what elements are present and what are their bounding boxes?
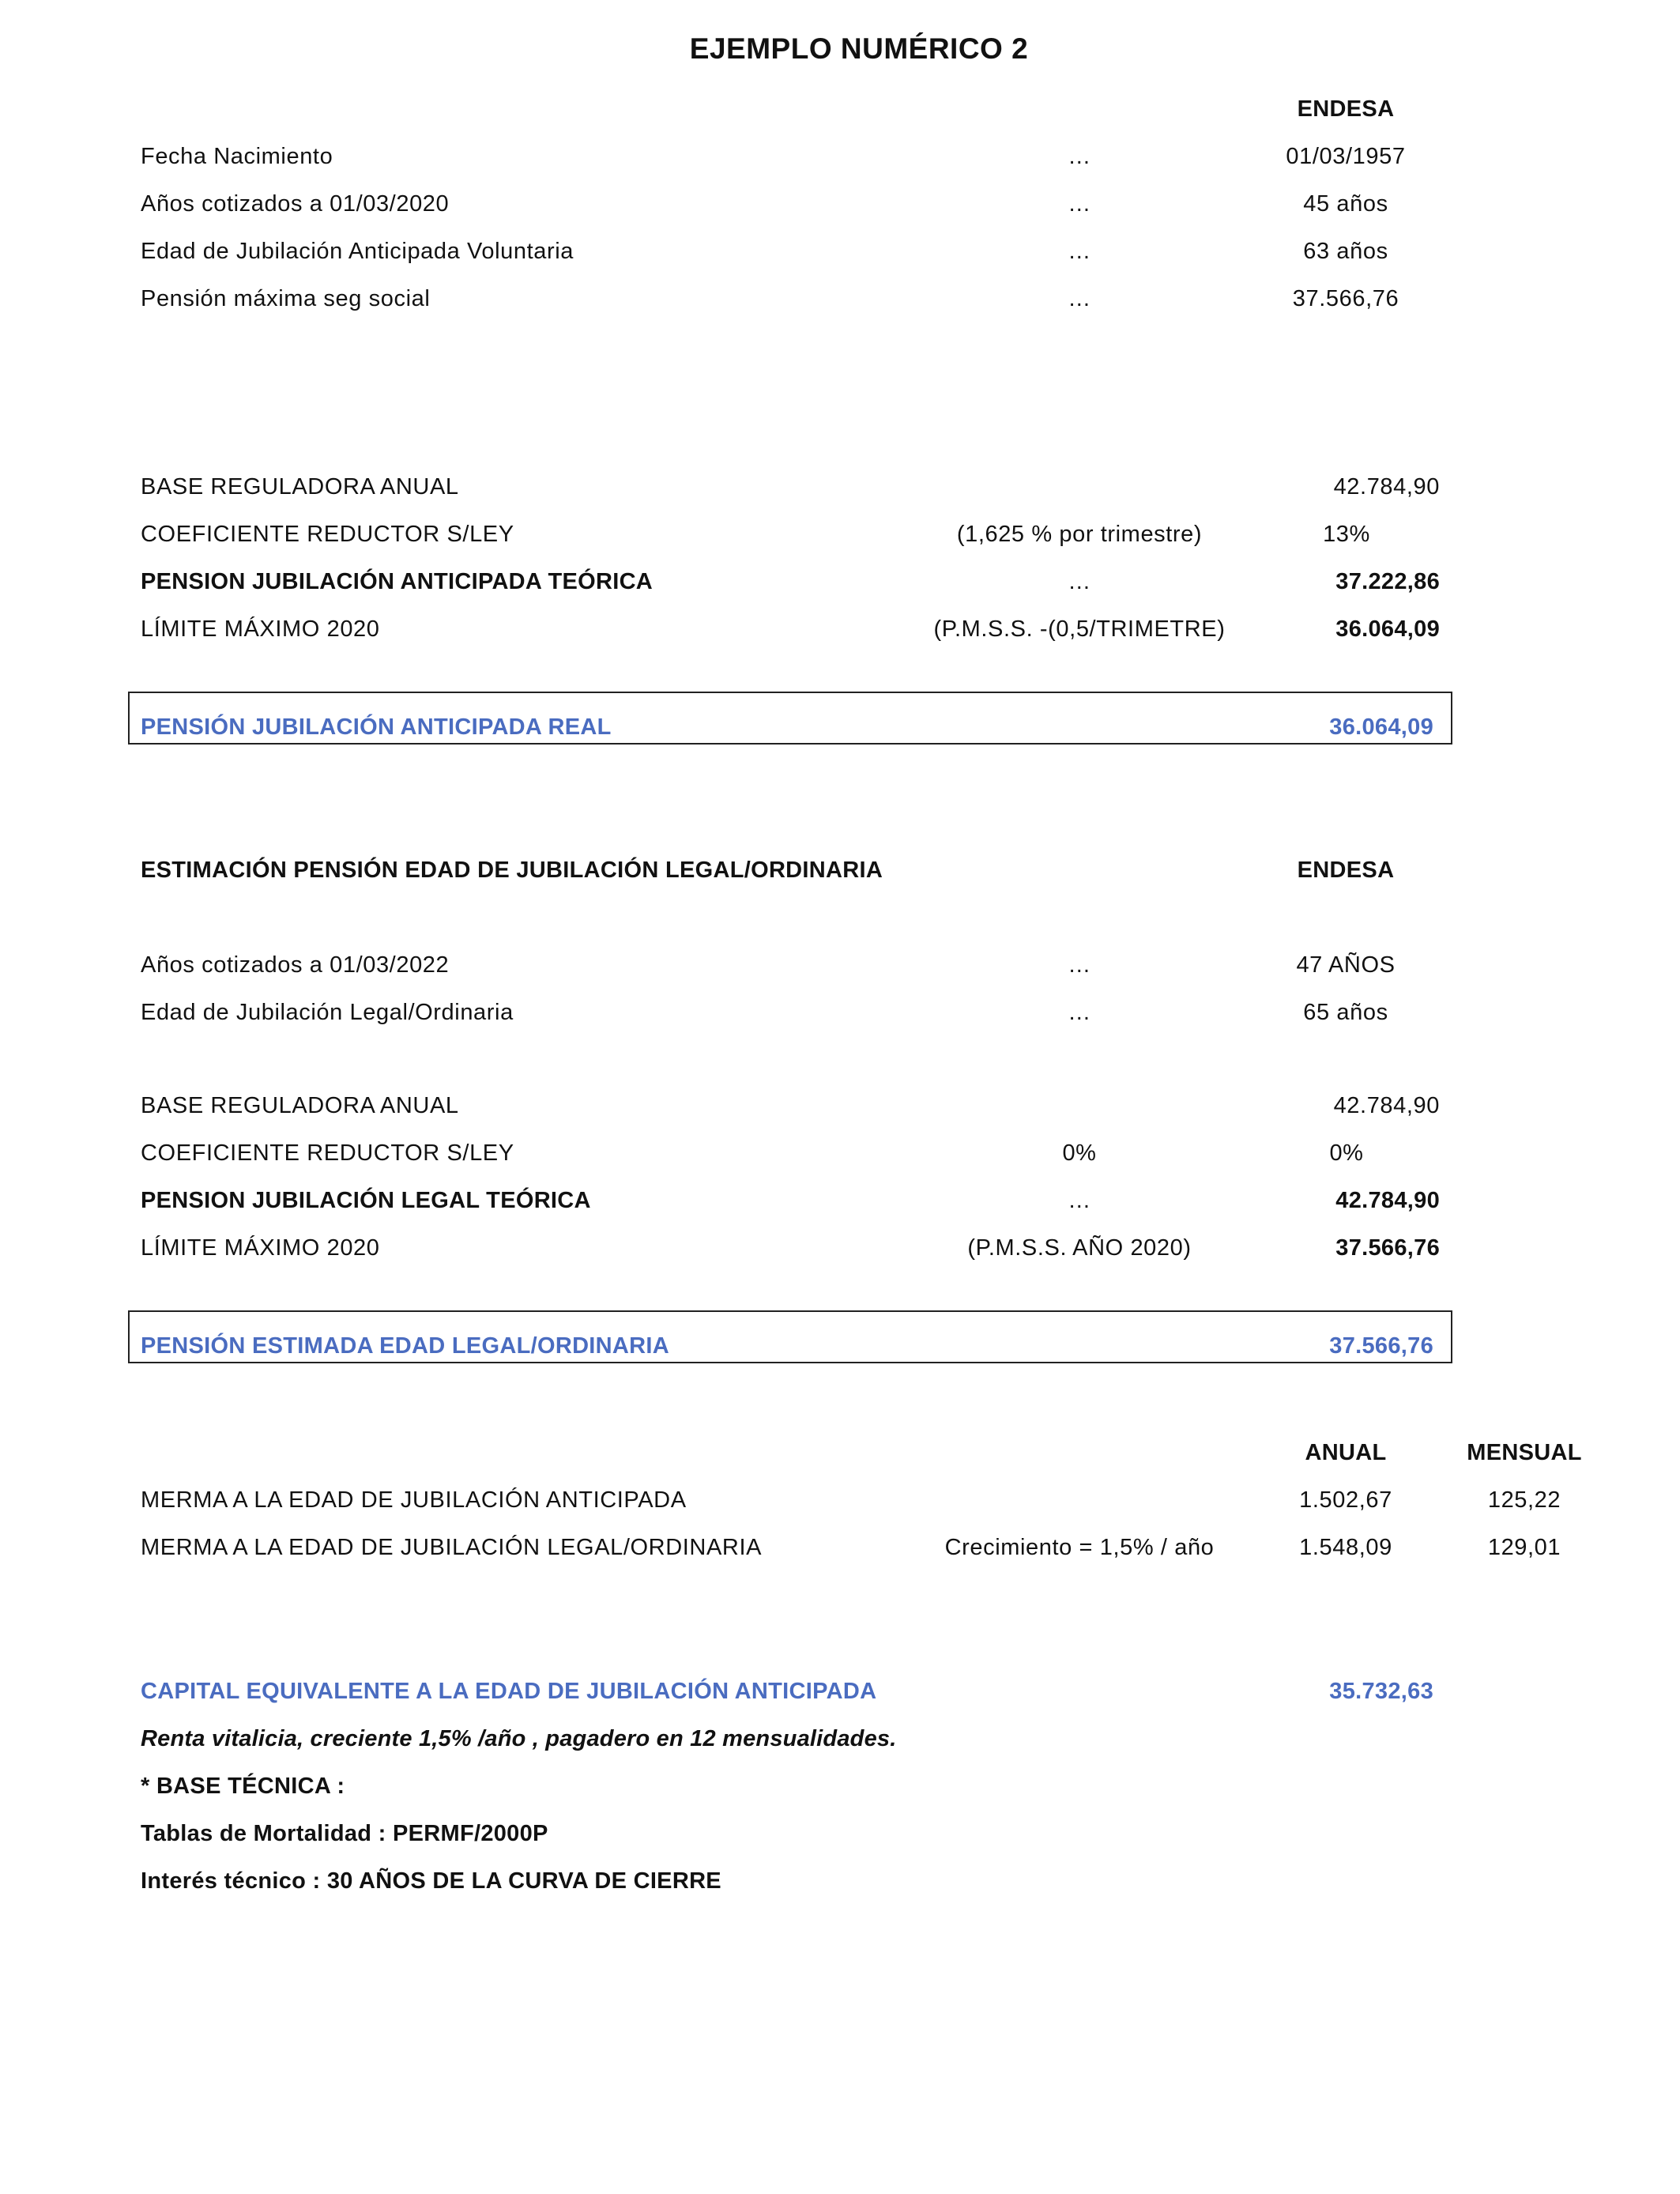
merma-legal-mensual: 129,01 (1487, 1535, 1561, 1560)
company-header-1: ENDESA (1297, 96, 1395, 122)
limite-maximo-2-value: 37.566,76 (1335, 1235, 1440, 1261)
limite-maximo-label: LÍMITE MÁXIMO 2020 (141, 616, 380, 642)
renta-vitalicia-note: Renta vitalicia, creciente 1,5% /año , pagadero en 12 mensualidades. (141, 1726, 897, 1751)
coeficiente-reductor-2-label: COEFICIENTE REDUCTOR S/LEY (141, 1140, 514, 1166)
coeficiente-reductor-2-note: 0% (1062, 1140, 1097, 1166)
birthdate-value: 01/03/1957 (1286, 144, 1406, 169)
early-retirement-age-value: 63 años (1303, 239, 1388, 264)
max-pension-label: Pensión máxima seg social (141, 286, 431, 311)
pension-teorica-ellipsis: … (1068, 569, 1091, 594)
pension-real-value: 36.064,09 (1329, 714, 1433, 740)
years-contributed-2022-label: Años cotizados a 01/03/2022 (141, 952, 450, 978)
capital-equivalente-value: 35.732,63 (1329, 1679, 1433, 1704)
base-reguladora-2-label: BASE REGULADORA ANUAL (141, 1093, 459, 1118)
merma-anticipada-mensual: 125,22 (1487, 1487, 1561, 1513)
pension-legal-teorica-ellipsis: … (1068, 1188, 1091, 1213)
max-pension-value: 37.566,76 (1292, 286, 1399, 311)
coeficiente-reductor-value: 13% (1323, 522, 1370, 547)
coeficiente-reductor-2-value: 0% (1329, 1140, 1364, 1166)
merma-legal-label: MERMA A LA EDAD DE JUBILACIÓN LEGAL/ORDINARIA (141, 1535, 763, 1560)
years-contributed-2022-ellipsis: … (1068, 952, 1091, 978)
pension-legal-estimada-label: PENSIÓN ESTIMADA EDAD LEGAL/ORDINARIA (141, 1333, 669, 1359)
company-header-2: ENDESA (1297, 858, 1395, 883)
pension-teorica-label: PENSION JUBILACIÓN ANTICIPADA TEÓRICA (141, 569, 654, 594)
years-contributed-ellipsis: … (1068, 191, 1091, 217)
tablas-mortalidad: Tablas de Mortalidad : PERMF/2000P (141, 1821, 548, 1846)
years-contributed-2022-value: 47 AÑOS (1296, 952, 1396, 978)
base-reguladora-2-value: 42.784,90 (1333, 1093, 1440, 1118)
merma-legal-growth-note: Crecimiento = 1,5% / año (944, 1535, 1215, 1560)
merma-anticipada-anual: 1.502,67 (1299, 1487, 1392, 1513)
pension-legal-estimada-value: 37.566,76 (1329, 1333, 1433, 1359)
base-reguladora-label: BASE REGULADORA ANUAL (141, 474, 459, 499)
limite-maximo-value: 36.064,09 (1335, 616, 1440, 642)
capital-equivalente-label: CAPITAL EQUIVALENTE A LA EDAD DE JUBILACIÓN ANTICIPADA (141, 1679, 877, 1704)
coeficiente-reductor-note: (1,625 % por trimestre) (956, 522, 1203, 547)
merma-legal-anual: 1.548,09 (1299, 1535, 1392, 1560)
legal-retirement-age-ellipsis: … (1068, 1000, 1091, 1025)
max-pension-ellipsis: … (1068, 286, 1091, 311)
early-retirement-age-label: Edad de Jubilación Anticipada Voluntaria (141, 239, 574, 264)
years-contributed-value: 45 años (1303, 191, 1388, 217)
column-header-anual: ANUAL (1305, 1440, 1387, 1465)
interes-tecnico: Interés técnico : 30 AÑOS DE LA CURVA DE CIERRE (141, 1868, 721, 1894)
page-title: EJEMPLO NUMÉRICO 2 (689, 32, 1029, 65)
limite-maximo-note: (P.M.S.S. -(0,5/TRIMETRE) (933, 616, 1226, 642)
years-contributed-label: Años cotizados a 01/03/2020 (141, 191, 450, 217)
base-reguladora-value: 42.784,90 (1333, 474, 1440, 499)
pension-legal-teorica-label: PENSION JUBILACIÓN LEGAL TEÓRICA (141, 1188, 591, 1213)
coeficiente-reductor-label: COEFICIENTE REDUCTOR S/LEY (141, 522, 514, 547)
limite-maximo-2-label: LÍMITE MÁXIMO 2020 (141, 1235, 380, 1261)
pension-real-label: PENSIÓN JUBILACIÓN ANTICIPADA REAL (141, 714, 612, 740)
legal-retirement-age-value: 65 años (1303, 1000, 1388, 1025)
legal-estimate-heading: ESTIMACIÓN PENSIÓN EDAD DE JUBILACIÓN LEGAL/ORDINARIA (141, 858, 883, 883)
birthdate-label: Fecha Nacimiento (141, 144, 333, 169)
early-retirement-age-ellipsis: … (1068, 239, 1091, 264)
pension-teorica-value: 37.222,86 (1335, 569, 1440, 594)
pension-legal-teorica-value: 42.784,90 (1335, 1188, 1440, 1213)
merma-anticipada-label: MERMA A LA EDAD DE JUBILACIÓN ANTICIPADA (141, 1487, 687, 1513)
column-header-mensual: MENSUAL (1467, 1440, 1582, 1465)
legal-retirement-age-label: Edad de Jubilación Legal/Ordinaria (141, 1000, 514, 1025)
base-tecnica-heading: * BASE TÉCNICA : (141, 1774, 345, 1799)
birthdate-ellipsis: … (1068, 144, 1091, 169)
limite-maximo-2-note: (P.M.S.S. AÑO 2020) (967, 1235, 1192, 1261)
